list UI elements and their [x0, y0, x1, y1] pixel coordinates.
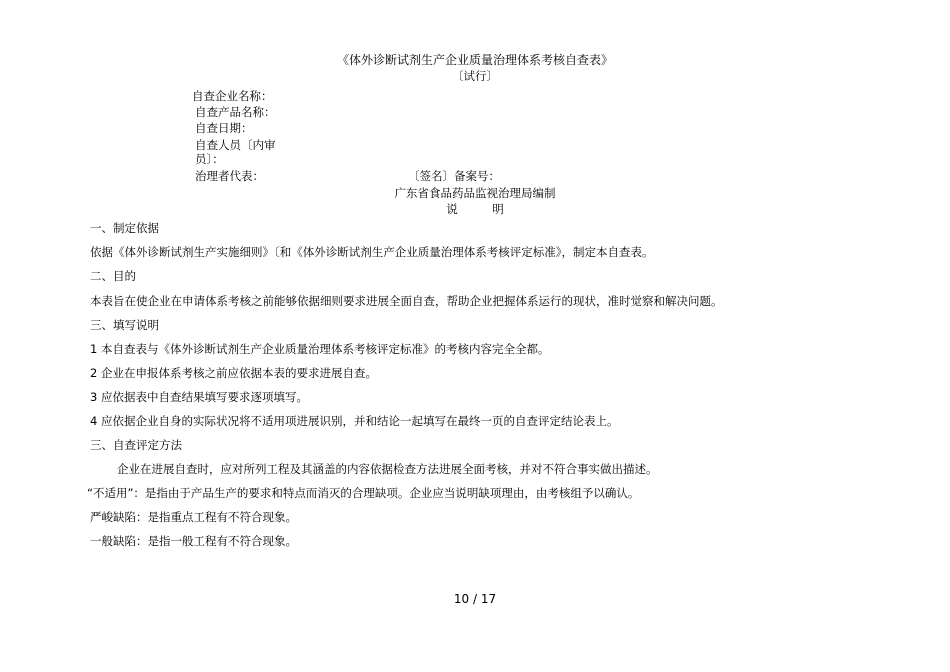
- company-name-label: 自查企业名称：: [192, 89, 273, 103]
- general-defect-text: 一般缺陷：是指一般工程有不符合现象。: [90, 534, 297, 548]
- explanation-heading: 说 明: [446, 202, 504, 216]
- page-total: 17: [480, 592, 497, 606]
- method-text: 企业在进展自查时，应对所列工程及其涵盖的内容依据检查方法进展全面考核，并对不符合事实做出描述。: [117, 462, 658, 476]
- purpose-heading: 二、目的: [90, 269, 136, 283]
- fill-item-2: 2 企业在申报体系考核之前应依据本表的要求进展自查。: [90, 366, 377, 380]
- not-applicable-text: “不适用”：是指由于产品生产的要求和特点而消灭的合理缺项。企业应当说明缺项理由，由考核组予以确认。: [87, 486, 640, 500]
- purpose-text: 本表旨在使企业在申请体系考核之前能够依据细则要求进展全面自查，帮助企业把握体系运行的现状，准时觉察和解决问题。: [90, 294, 723, 308]
- publisher-line: 广东省食品药品监视治理局编制: [394, 186, 556, 200]
- page-separator: /: [472, 592, 478, 606]
- document-subtitle: 〔试行〕: [452, 69, 498, 83]
- date-label: 自查日期：: [195, 121, 253, 135]
- severe-defect-text: 严峻缺陷：是指重点工程有不符合现象。: [90, 510, 297, 524]
- personnel-label-line2: 员〕：: [195, 152, 224, 166]
- fill-item-3: 3 应依据表中自查结果填写要求逐项填写。: [90, 390, 308, 404]
- representative-label: 治理者代表：: [195, 169, 264, 183]
- basis-heading: 一、制定依据: [90, 221, 159, 235]
- fill-heading: 三、填写说明: [90, 318, 159, 332]
- page-number: [0, 592, 950, 607]
- method-heading: 三、自查评定方法: [90, 438, 182, 452]
- personnel-label-line1: 自查人员〔内审: [195, 138, 276, 152]
- document-title: 《体外诊断试剂生产企业质量治理体系考核自查表》: [336, 53, 613, 67]
- fill-item-1: 1 本自查表与《体外诊断试剂生产企业质量治理体系考核评定标准》的考核内容完全全都。: [90, 342, 550, 356]
- page-current: 10: [453, 592, 470, 606]
- signature-record-label: 〔签名〕备案号：: [408, 169, 500, 183]
- basis-text: 依据《体外诊断试剂生产实施细则》〔和《体外诊断试剂生产企业质量治理体系考核评定标准》，制定本自查表。: [90, 245, 654, 259]
- fill-item-4: 4 应依据企业自身的实际状况将不适用项进展识别，并和结论一起填写在最终一页的自查评定结论表上。: [90, 414, 619, 428]
- product-name-label: 自查产品名称：: [195, 105, 276, 119]
